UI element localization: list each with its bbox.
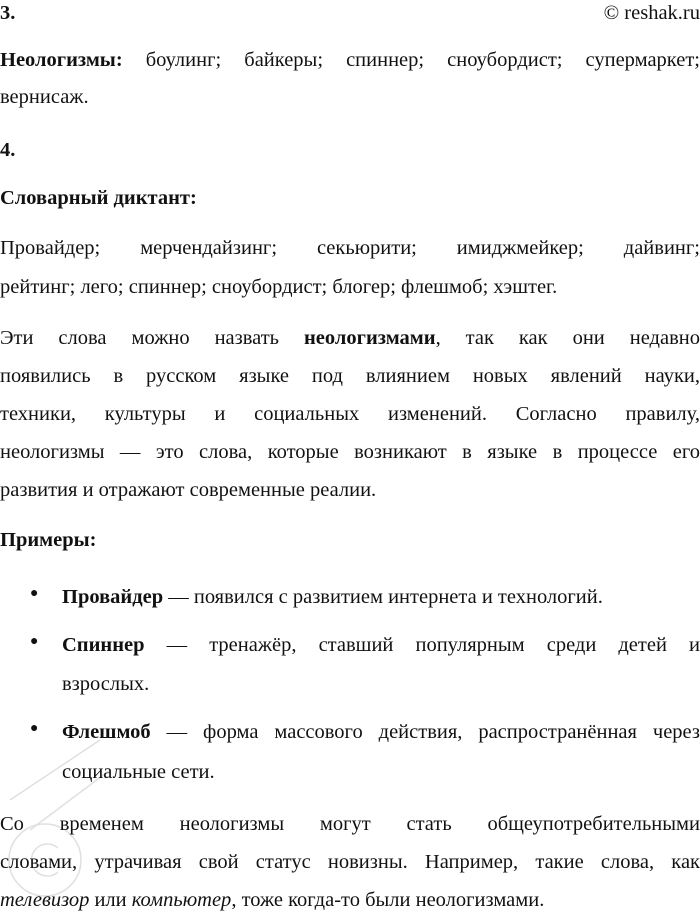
paragraph-line: неологизмы — это слова, которые возникают в языке в процессе его: [0, 441, 700, 463]
paragraph-line: развития и отражают современные реалии.: [0, 479, 377, 501]
paragraph-line: словами, утрачивая свой статус новизны. Например, такие слова, как: [0, 851, 700, 873]
dictation-heading: Словарный диктант:: [0, 187, 197, 209]
example-item-cont: взрослых.: [62, 673, 150, 695]
example-item: Флешмоб — форма массового действия, распространённая через: [62, 721, 700, 743]
paragraph-line: появились в русском языке под влиянием новых явлений науки,: [0, 365, 700, 387]
neologisms-line-2: вернисаж.: [0, 86, 89, 108]
neologisms-line: Неологизмы: боулинг; байкеры; спиннер; сноубордист; супермаркет;: [0, 49, 700, 71]
paragraph-line: Эти слова можно назвать неологизмами, так как они недавно: [0, 327, 700, 349]
example-item-cont: социальные сети.: [62, 761, 215, 783]
task-4-number: 4.: [0, 139, 16, 161]
bullet-icon: ●: [30, 721, 39, 736]
bullet-icon: ●: [30, 586, 39, 601]
dictation-line: рейтинг; лего; спиннер; сноубордист; блогер; флешмоб; хэштег.: [0, 276, 558, 298]
copyright: © reshak.ru: [603, 2, 700, 24]
examples-heading: Примеры:: [0, 529, 97, 551]
task-3-number: 3.: [0, 2, 16, 24]
paragraph-line: техники, культуры и социальных изменений. Согласно правилу,: [0, 403, 700, 425]
bullet-icon: ●: [30, 634, 39, 649]
neologisms-label: Неологизмы:: [0, 49, 123, 71]
paragraph-line: Со временем неологизмы могут стать общеупотребительными: [0, 813, 700, 835]
example-item: Спиннер — тренажёр, ставший популярным среди детей и: [62, 634, 700, 656]
example-item: Провайдер — появился с развитием интернета и технологий.: [62, 586, 603, 608]
dictation-line: Провайдер; мерчендайзинг; секьюрити; имиджмейкер; дайвинг;: [0, 237, 700, 259]
paragraph-line: телевизор или компьютер, тоже когда-то были неологизмами.: [0, 889, 545, 911]
